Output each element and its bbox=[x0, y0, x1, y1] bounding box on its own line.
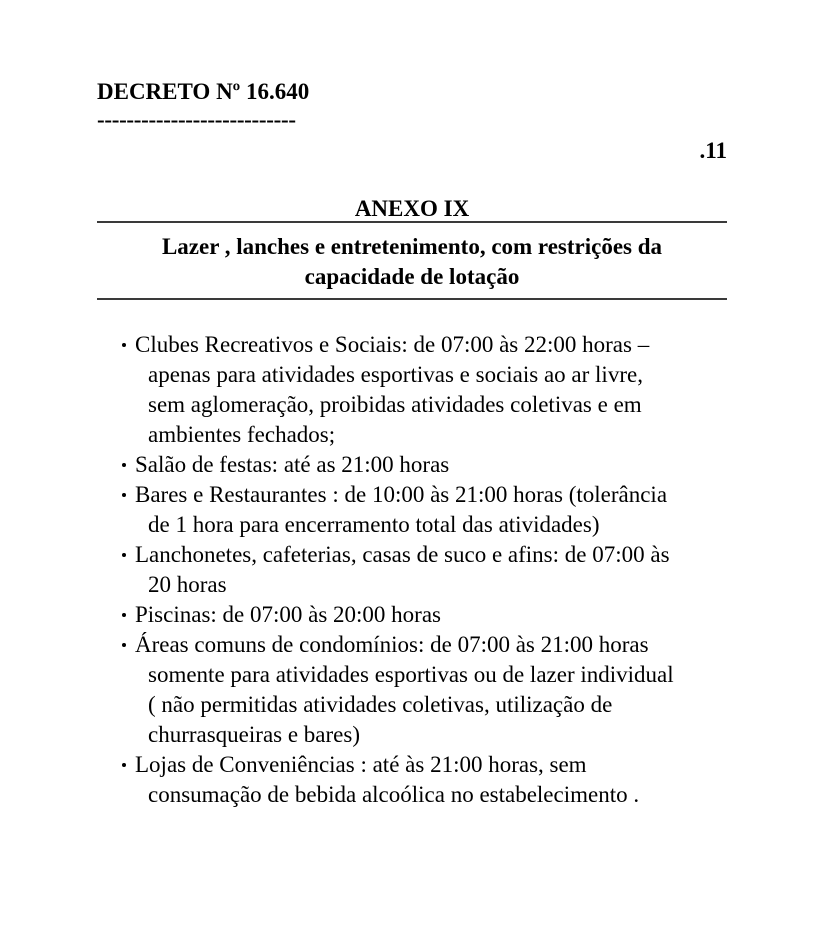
annex-title: ANEXO IX bbox=[354, 196, 470, 221]
bullet-icon bbox=[122, 613, 126, 617]
item-line: Clubes Recreativos e Sociais: de 07:00 às 22:00 horas – bbox=[135, 332, 650, 357]
item-line: ( não permitidas atividades coletivas, utilização de bbox=[148, 692, 613, 717]
list-item-condominios bbox=[122, 630, 742, 750]
bullet-icon bbox=[122, 463, 126, 467]
bullet-icon bbox=[122, 643, 126, 647]
list-item-piscinas bbox=[122, 600, 742, 630]
list-item-lojas bbox=[122, 750, 742, 810]
bottom-rule bbox=[97, 298, 727, 300]
item-line: Salão de festas: até as 21:00 horas bbox=[135, 452, 450, 477]
decree-title-underline: --------------------------- bbox=[97, 107, 296, 132]
list-item-lanchonetes bbox=[122, 540, 742, 600]
decree-title: DECRETO Nº 16.640 bbox=[97, 79, 310, 104]
annex-subtitle-line: Lazer , lanches e entretenimento, com restrições da bbox=[161, 234, 663, 259]
list-item-salao bbox=[122, 450, 742, 480]
bullet-icon bbox=[122, 553, 126, 557]
page-number: .11 bbox=[699, 138, 727, 163]
item-line: somente para atividades esportivas ou de lazer individual bbox=[148, 662, 674, 687]
item-line: Bares e Restaurantes : de 10:00 às 21:00 horas (tolerância bbox=[135, 482, 668, 507]
item-line: de 1 hora para encerramento total das atividades) bbox=[148, 512, 600, 537]
bullet-icon bbox=[122, 493, 126, 497]
item-line: consumação de bebida alcoólica no estabelecimento . bbox=[148, 782, 640, 807]
item-line: Piscinas: de 07:00 às 20:00 horas bbox=[135, 602, 441, 627]
item-line: Áreas comuns de condomínios: de 07:00 às 21:00 horas bbox=[135, 632, 649, 657]
annex-header bbox=[97, 195, 727, 300]
bullet-icon bbox=[122, 343, 126, 347]
item-line: apenas para atividades esportivas e sociais ao ar livre, bbox=[148, 362, 643, 387]
bullet-icon bbox=[122, 763, 126, 767]
annex-subtitle-line: capacidade de lotação bbox=[304, 264, 520, 289]
list-item-clubes bbox=[122, 330, 742, 450]
activity-list bbox=[122, 330, 742, 810]
item-line: ambientes fechados; bbox=[148, 422, 336, 447]
annex-subtitle bbox=[97, 223, 727, 298]
item-line: churrasqueiras e bares) bbox=[148, 722, 360, 747]
item-line: Lanchonetes, cafeterias, casas de suco e afins: de 07:00 às bbox=[135, 542, 670, 567]
list-item-bares bbox=[122, 480, 742, 540]
item-line: Lojas de Conveniências : até às 21:00 horas, sem bbox=[135, 752, 587, 777]
item-line: sem aglomeração, proibidas atividades coletivas e em bbox=[148, 392, 642, 417]
item-line: 20 horas bbox=[148, 572, 227, 597]
